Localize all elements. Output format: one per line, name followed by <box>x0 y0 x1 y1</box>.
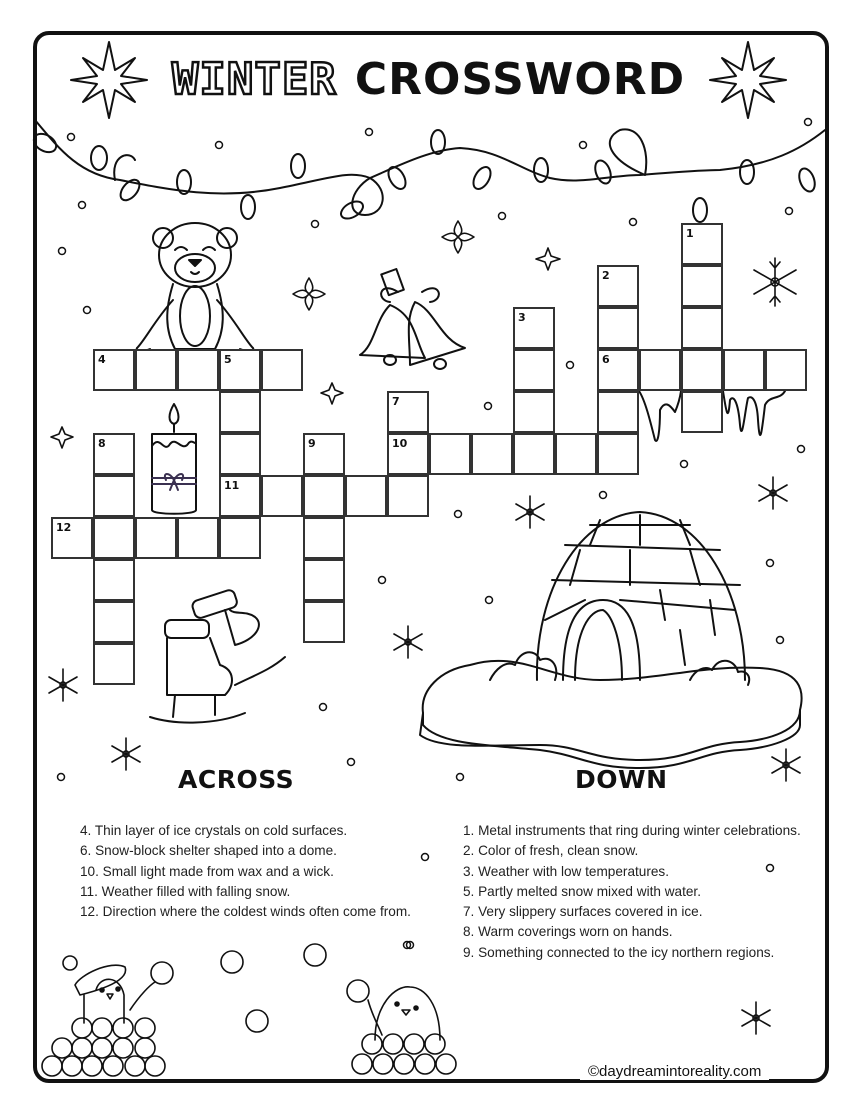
crossword-cell[interactable] <box>135 349 177 391</box>
clue-number: 10 <box>392 437 408 450</box>
crossword-cell[interactable] <box>597 391 639 433</box>
clue-number: 1 <box>686 227 694 240</box>
clue-number: 7 <box>392 395 400 408</box>
clue-down-1: 1. Metal instruments that ring during winter celebrations. <box>463 823 801 838</box>
crossword-cell[interactable] <box>429 433 471 475</box>
crossword-cell[interactable] <box>681 223 723 265</box>
crossword-cell[interactable] <box>219 349 261 391</box>
crossword-cell[interactable] <box>387 391 429 433</box>
crossword-cell[interactable] <box>303 475 345 517</box>
crossword-cell[interactable] <box>177 349 219 391</box>
clue-number: 3 <box>518 311 526 324</box>
crossword-cell[interactable] <box>261 475 303 517</box>
crossword-cell[interactable] <box>219 475 261 517</box>
crossword-cell[interactable] <box>387 433 429 475</box>
clue-down-5: 5. Partly melted snow mixed with water. <box>463 883 701 899</box>
clue-down-7: 7. Very slippery surfaces covered in ice. <box>463 904 703 920</box>
clue-number: 2 <box>602 269 610 282</box>
crossword-cell[interactable] <box>681 307 723 349</box>
clue-down-3: 3. Weather with low temperatures. <box>463 863 670 879</box>
crossword-cell[interactable] <box>513 391 555 433</box>
crossword-cell[interactable] <box>219 517 261 559</box>
crossword-cell[interactable] <box>303 517 345 559</box>
across-clues-list <box>80 821 420 922</box>
crossword-cell[interactable] <box>93 475 135 517</box>
clue-across-6: 6. Snow-block shelter shaped into a dome. <box>80 843 337 859</box>
crossword-cell[interactable] <box>219 433 261 475</box>
clue-number: 6 <box>602 353 610 366</box>
clue-number: 8 <box>98 437 106 450</box>
crossword-cell[interactable] <box>93 517 135 559</box>
title-word-crossword: CROSSWORD <box>354 54 686 105</box>
crossword-cell[interactable] <box>51 517 93 559</box>
crossword-cell[interactable] <box>471 433 513 475</box>
crossword-cell[interactable] <box>93 601 135 643</box>
clue-down-2: 2. Color of fresh, clean snow. <box>463 843 639 859</box>
crossword-cell[interactable] <box>513 307 555 349</box>
crossword-cell[interactable] <box>681 349 723 391</box>
clue-down-8: 8. Warm coverings worn on hands. <box>463 924 673 940</box>
clue-down-9: 9. Something connected to the icy northern regions. <box>463 944 775 960</box>
crossword-cell[interactable] <box>597 349 639 391</box>
clue-number: 12 <box>56 521 72 534</box>
clue-across-11: 11. Weather filled with falling snow. <box>80 883 291 899</box>
across-heading: ACROSS <box>178 765 295 794</box>
crossword-cell[interactable] <box>765 349 807 391</box>
clue-number: 11 <box>224 479 240 492</box>
crossword-cell[interactable] <box>513 349 555 391</box>
page-title <box>0 54 857 105</box>
crossword-cell[interactable] <box>681 391 723 433</box>
clue-number: 5 <box>224 353 232 366</box>
crossword-cell[interactable] <box>303 559 345 601</box>
crossword-cell[interactable] <box>303 433 345 475</box>
crossword-cell[interactable] <box>93 643 135 685</box>
crossword-cell[interactable] <box>219 391 261 433</box>
down-clues-list <box>463 821 803 963</box>
clue-number: 4 <box>98 353 106 366</box>
crossword-cell[interactable] <box>93 349 135 391</box>
crossword-cell[interactable] <box>597 265 639 307</box>
crossword-cell[interactable] <box>681 265 723 307</box>
copyright-text: ©daydreamintoreality.com <box>580 1063 769 1080</box>
clue-number: 9 <box>308 437 316 450</box>
crossword-cell[interactable] <box>639 349 681 391</box>
crossword-cell[interactable] <box>597 433 639 475</box>
crossword-cell[interactable] <box>387 475 429 517</box>
down-heading: DOWN <box>575 765 668 794</box>
crossword-cell[interactable] <box>93 559 135 601</box>
crossword-cell[interactable] <box>93 433 135 475</box>
crossword-cell[interactable] <box>135 517 177 559</box>
clue-across-4: 4. Thin layer of ice crystals on cold surfaces. <box>80 823 348 838</box>
crossword-cell[interactable] <box>303 601 345 643</box>
clue-across-12: 12. Direction where the coldest winds often come from. <box>80 904 411 920</box>
crossword-cell[interactable] <box>513 433 555 475</box>
crossword-cell[interactable] <box>261 349 303 391</box>
crossword-cell[interactable] <box>723 349 765 391</box>
title-word-winter: WINTER <box>171 54 337 105</box>
crossword-cell[interactable] <box>177 517 219 559</box>
clue-across-10: 10. Small light made from wax and a wick. <box>80 863 334 879</box>
crossword-cell[interactable] <box>345 475 387 517</box>
crossword-cell[interactable] <box>555 433 597 475</box>
crossword-cell[interactable] <box>597 307 639 349</box>
